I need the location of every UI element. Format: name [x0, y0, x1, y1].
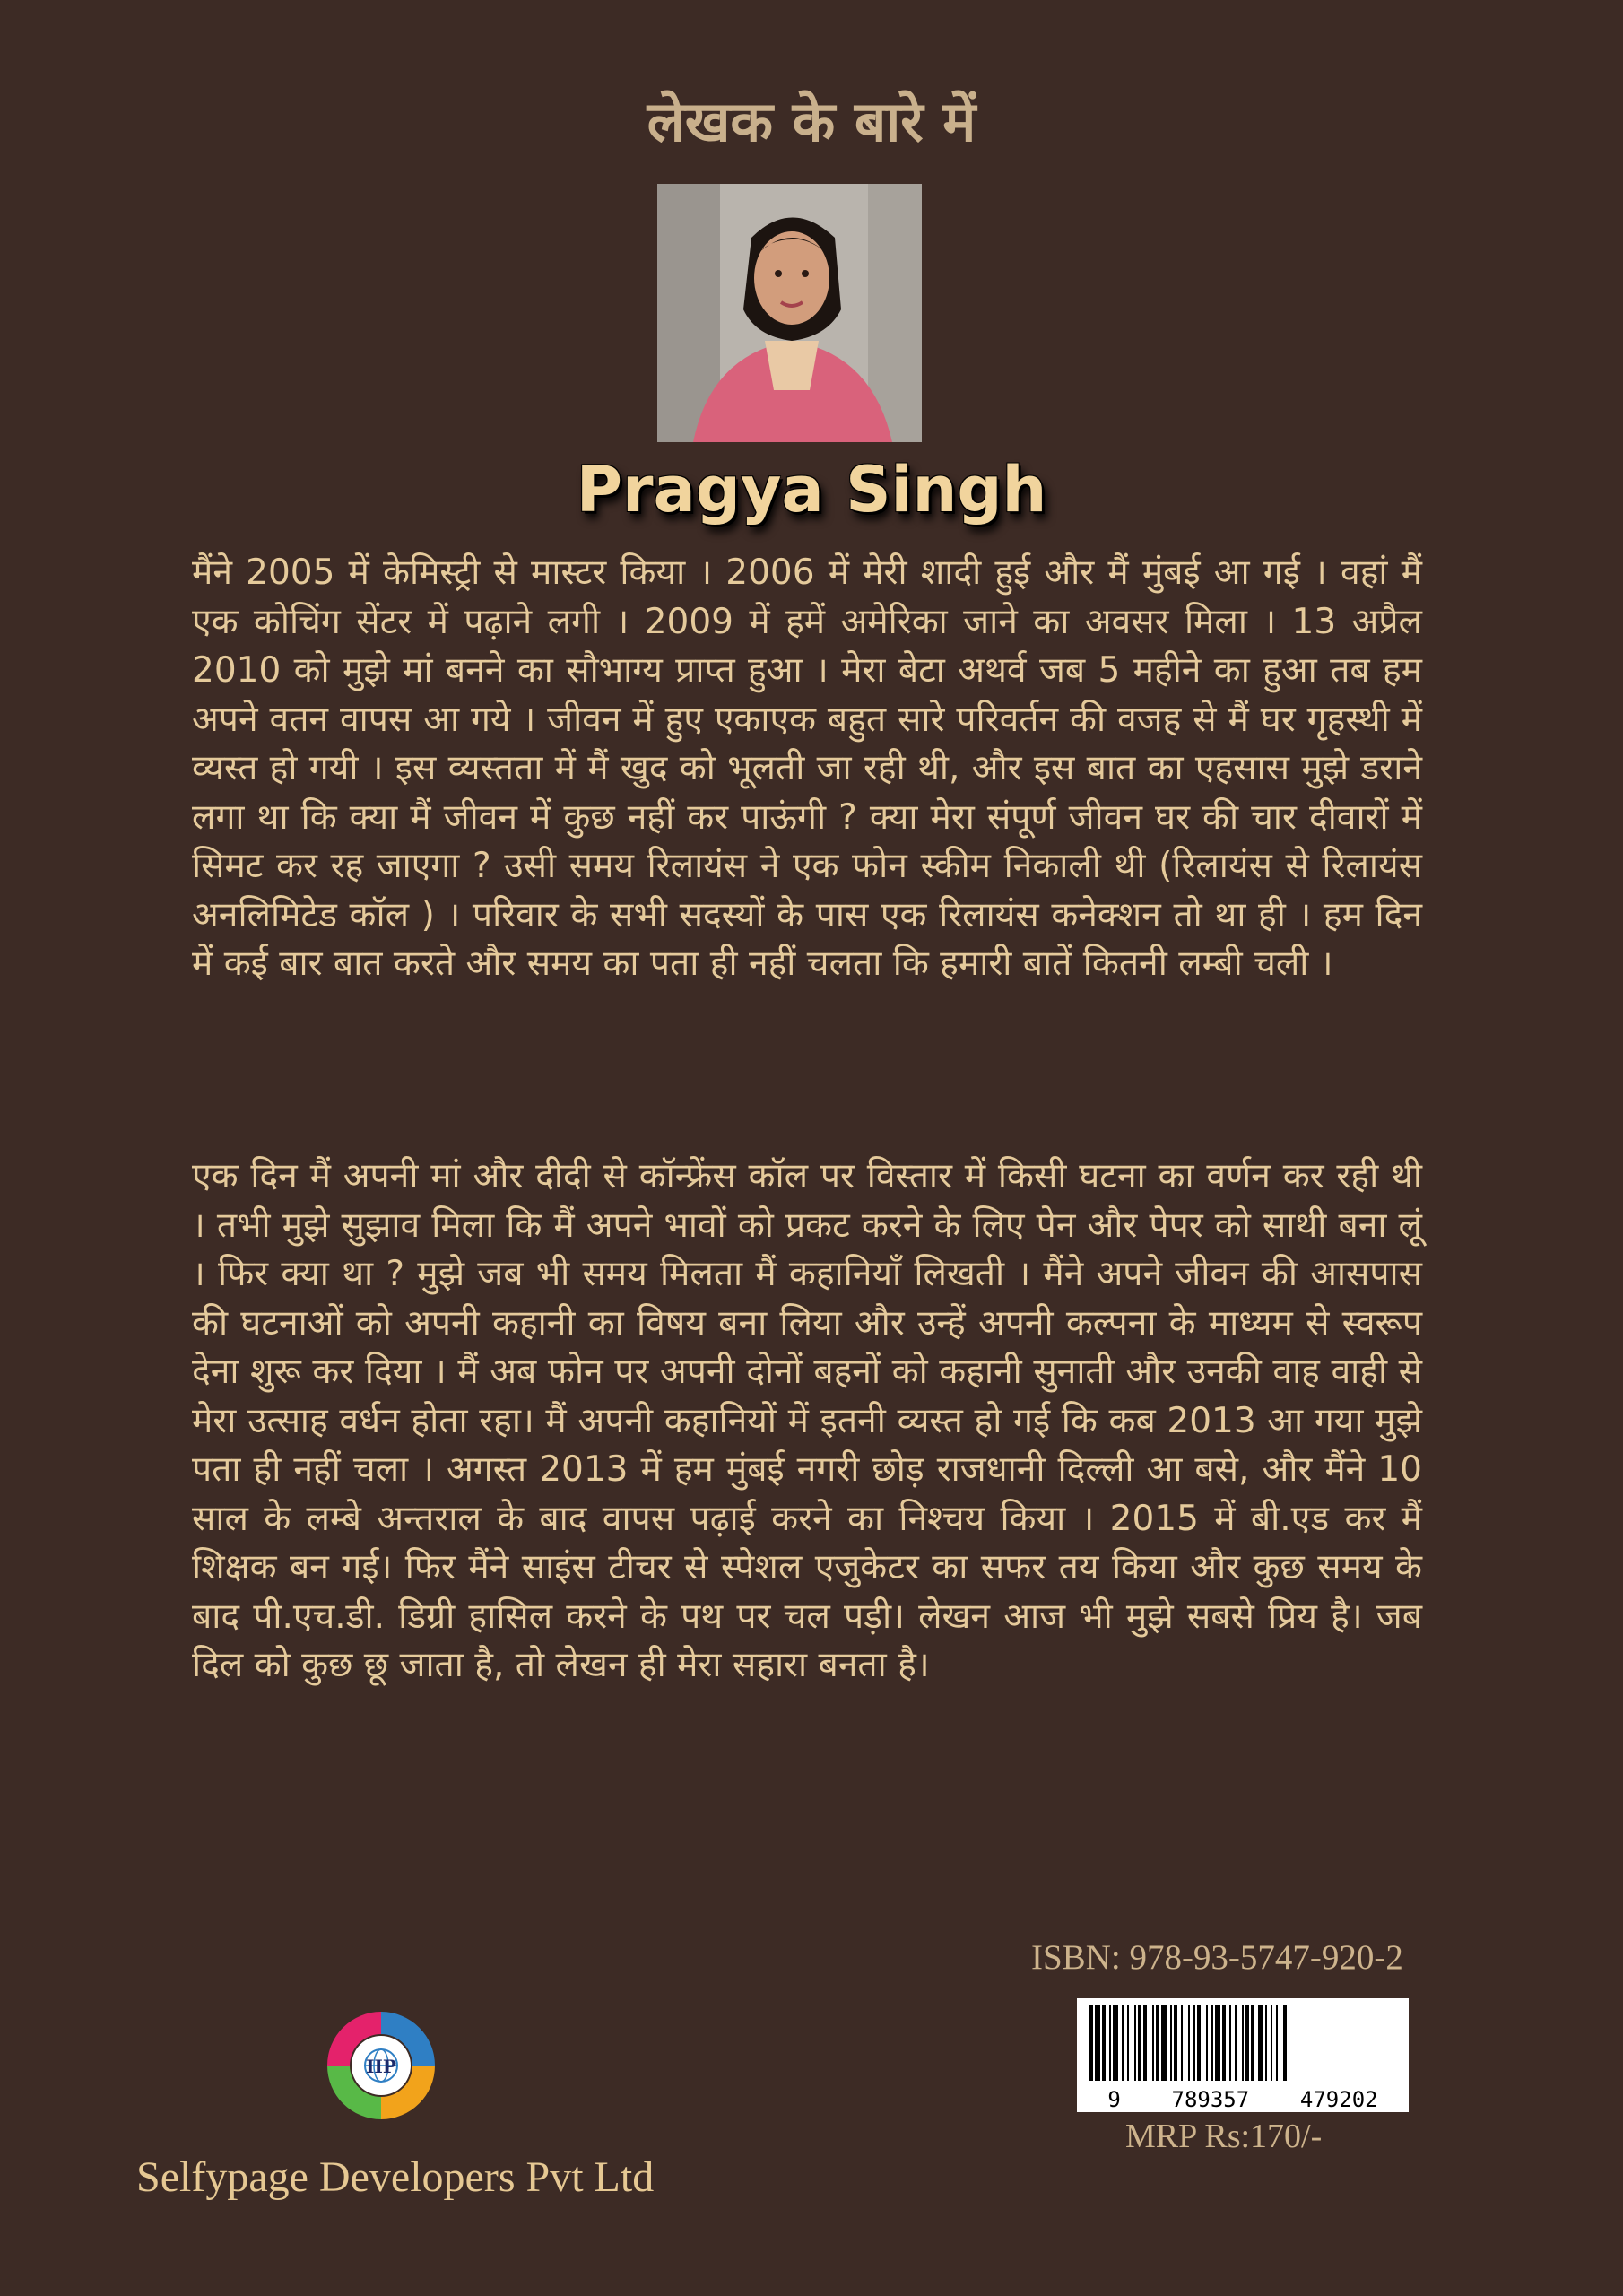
barcode-bar: [1197, 2005, 1201, 2081]
barcode-bar: [1170, 2005, 1172, 2081]
bio-paragraph: मैंने 2005 में केमिस्ट्री से मास्टर किया । 2006 में मेरी शादी हुई और मैं मुंबई आ गई । वहां मैं एक कोचिंग सेंटर में पढ़ाने लगी । 2009 में हमें अमेरिका जाने का अवसर मिला । 13 अप्रैल 2010 को मुझे मां बनने का सौभाग्य प्राप्त हुआ । मेरा बेटा अथर्व जब 5 महीने का हुआ तब हम अपने वतन वापस आ गये । जीवन में हुए एकाएक बहुत सारे परिवर्तन की वजह से मैं घर गृहस्थी में व्यस्त हो गयी । इस व्यस्तता में मैं खुद को भूलती जा रही थी, और इस बात का एहसास मुझे डराने लगा था कि क्या मैं जीवन में कुछ नहीं कर पाऊंगी ? क्या मेरा संपूर्ण जीवन घर की चार दीवारों में सिमट कर रह जाएगा ? उसी समय रिलायंस ने एक फोन स्कीम निकाली थी (रिलायंस से रिलायंस अनलिमिटेड कॉल ) । परिवार के सभी सदस्यों के पास एक रिलायंस कनेक्शन तो था ही । हम दिन में कई बार बात करते और समय का पता ही नहीं चलता कि हमारी बातें कितनी लम्बी चली ।: [192, 552, 1422, 984]
barcode-bar: [1138, 2005, 1141, 2081]
barcode-bar: [1229, 2005, 1231, 2081]
barcode-bar: [1109, 2005, 1111, 2081]
barcode-bar: [1242, 2005, 1244, 2081]
barcode-bar: [1193, 2005, 1195, 2081]
barcode-bar: [1215, 2005, 1220, 2081]
barcode-bar: [1271, 2005, 1272, 2081]
barcode-bar: [1222, 2005, 1226, 2081]
barcode-bar: [1258, 2005, 1263, 2081]
barcode-bar: [1251, 2005, 1254, 2081]
barcode-digit-group: 789357: [1171, 2087, 1250, 2112]
barcode: [1077, 1998, 1409, 2112]
barcode-bar: [1265, 2005, 1267, 2081]
barcode-bar: [1161, 2005, 1167, 2081]
barcode-bar: [1181, 2005, 1183, 2081]
barcode-bar: [1152, 2005, 1154, 2081]
barcode-bar: [1122, 2005, 1124, 2081]
barcode-bar: [1095, 2005, 1100, 2081]
barcode-bar: [1283, 2005, 1287, 2081]
author-photo: [657, 184, 922, 442]
section-heading: लेखक के बारे में: [647, 89, 976, 154]
logo-text: IIP: [366, 2056, 396, 2077]
barcode-bar: [1174, 2005, 1177, 2081]
isbn-label: ISBN: 978-93-5747-920-2: [1031, 1938, 1403, 1977]
barcode-bar: [1276, 2005, 1278, 2081]
barcode-bar: [1245, 2005, 1249, 2081]
publisher-logo: [323, 2007, 439, 2124]
barcode-bar: [1113, 2005, 1118, 2081]
publisher-name: Selfypage Developers Pvt Ltd: [136, 2153, 655, 2201]
barcode-bar: [1089, 2005, 1093, 2081]
barcode-digits: [1077, 2087, 1409, 2110]
barcode-bar: [1156, 2005, 1159, 2081]
barcode-bar: [1102, 2005, 1106, 2081]
author-name: Pragya Singh: [576, 453, 1047, 526]
barcode-bar: [1235, 2005, 1237, 2081]
bio-paragraph: एक दिन मैं अपनी मां और दीदी से कॉन्फ्रेंस कॉल पर विस्तार में किसी घटना का वर्णन कर रही थी । तभी मुझे सुझाव मिला कि मैं अपने भावों को प्रकट करने के लिए पेन और पेपर को साथी बना लूं । फिर क्या था ? मुझे जब भी समय मिलता मैं कहानियाँ लिखती । मैंने अपने जीवन की आसपास की घटनाओं को अपनी कहानी का विषय बना लिया और उन्हें अपनी कल्पना के माध्यम से स्वरूप देना शुरू कर दिया । मैं अब फोन पर अपनी दोनों बहनों को कहानी सुनाती और उनकी वाह वाही से मेरा उत्साह वर्धन होता रहा। मैं अपनी कहानियों में इतनी व्यस्त हो गई कि कब 2013 आ गया मुझे पता ही नहीं चला । अगस्त 2013 में हम मुंबई नगरी छोड़ राजधानी दिल्ली आ बसे, और मैंने 10 साल के लम्बे अन्तराल के बाद वापस पढ़ाई करने का निश्चय किया । 2015 में बी.एड कर मैं शिक्षक बन गई। फिर मैंने साइंस टीचर से स्पेशल एजुकेटर का सफर तय किया और कुछ समय के बाद पी.एच.डी. डिग्री हासिल करने के पथ पर चल पड़ी। लेखन आज भी मुझे सबसे प्रिय है। जब दिल को कुछ छू जाता है, तो लेखन ही मेरा सहारा बनता है।: [192, 1156, 1422, 1685]
barcode-bar: [1188, 2005, 1190, 2081]
barcode-bar: [1143, 2005, 1147, 2081]
barcode-bar: [1127, 2005, 1129, 2081]
barcode-digit-group: 9: [1107, 2087, 1121, 2112]
barcode-digit-group: 479202: [1299, 2087, 1378, 2112]
barcode-bar: [1211, 2005, 1213, 2081]
barcode-bar: [1134, 2005, 1136, 2081]
barcode-bar: [1206, 2005, 1208, 2081]
price-label: MRP Rs:170/-: [1125, 2118, 1323, 2155]
